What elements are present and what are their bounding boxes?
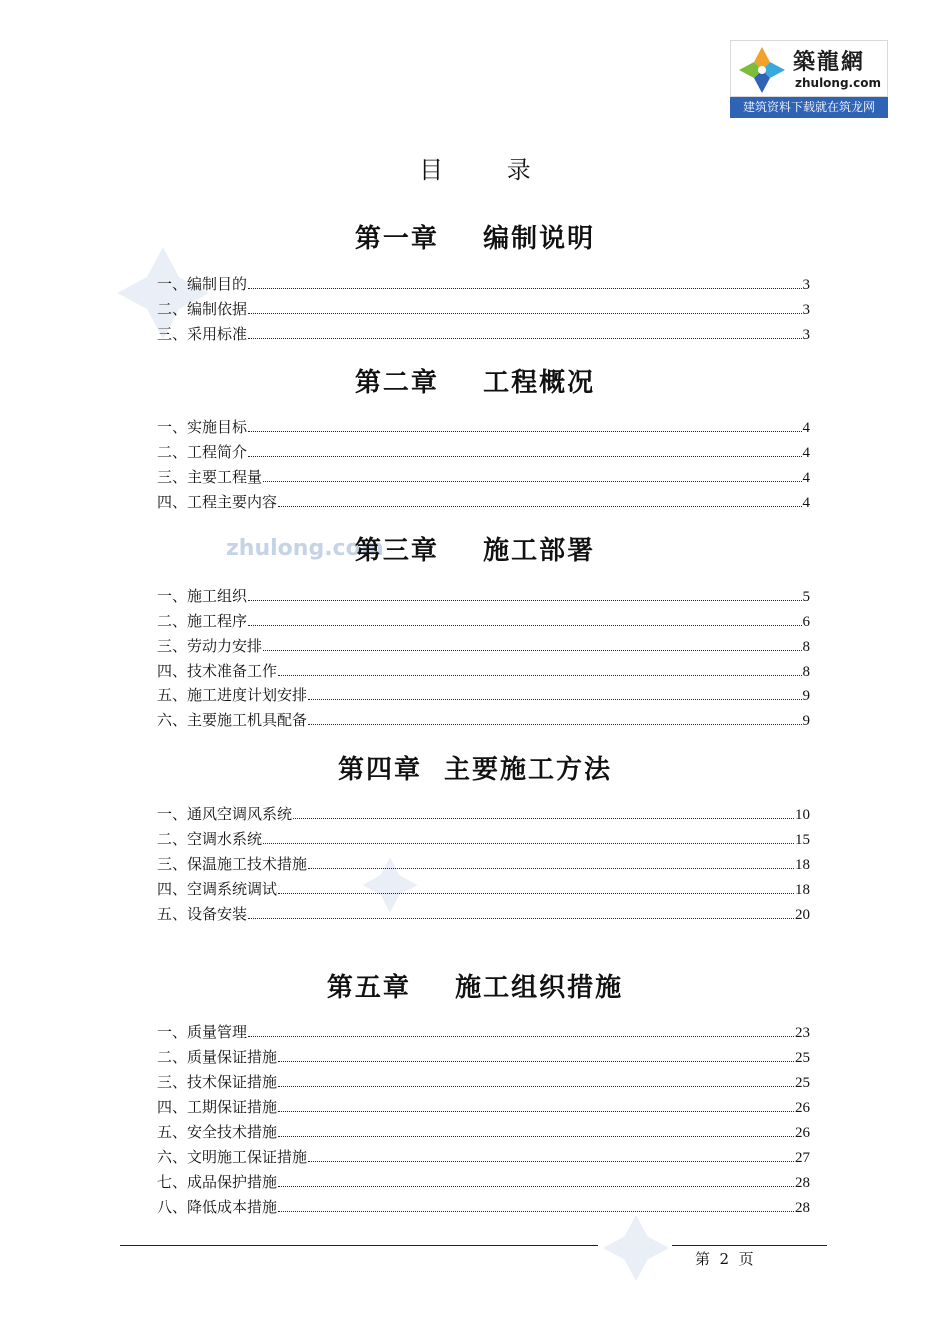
zhulong-logo — [730, 40, 888, 118]
toc-entry-page: 26 — [795, 1100, 810, 1116]
toc-entry-label: 二、工程简介 — [157, 443, 248, 461]
toc-entry-label: 一、质量管理 — [157, 1023, 248, 1041]
toc-entry-label: 一、通风空调风系统 — [157, 805, 293, 823]
page-number: 第 2 页 — [695, 1250, 754, 1268]
toc-leader-dots — [278, 1085, 794, 1087]
chapter-heading: 第一章 编制说明 — [354, 224, 596, 254]
toc-entry-label: 四、工期保证措施 — [157, 1098, 278, 1116]
toc-entry-label: 四、工程主要内容 — [157, 493, 278, 511]
toc-entry-label: 一、实施目标 — [157, 418, 248, 436]
toc-entry[interactable] — [157, 903, 810, 925]
toc-entry[interactable] — [157, 828, 810, 850]
watermark-text: zhulong.com — [226, 536, 384, 561]
toc-entry-page: 4 — [802, 470, 810, 486]
toc-entry[interactable] — [157, 878, 810, 900]
logo-panel — [730, 40, 888, 97]
toc-leader-dots — [263, 649, 801, 651]
toc-entry-label: 七、成品保护措施 — [157, 1173, 278, 1191]
toc-entry-page: 28 — [795, 1200, 810, 1216]
toc-entry[interactable] — [157, 441, 810, 463]
toc-entry[interactable] — [157, 298, 810, 320]
toc-entry-page: 9 — [802, 713, 810, 729]
toc-entry-page: 10 — [795, 807, 810, 823]
toc-entry-label: 二、编制依据 — [157, 300, 248, 318]
toc-entry-page: 18 — [795, 857, 810, 873]
toc-entry-label: 三、劳动力安排 — [157, 637, 263, 655]
toc-entry[interactable] — [157, 1121, 810, 1143]
toc-leader-dots — [248, 287, 801, 289]
toc-entry[interactable] — [157, 1071, 810, 1093]
toc-entry-page: 4 — [802, 495, 810, 511]
toc-entry[interactable] — [157, 466, 810, 488]
chapter-heading: 第二章 工程概况 — [354, 368, 596, 398]
toc-entry-page: 8 — [802, 639, 810, 655]
toc-entry-page: 3 — [802, 277, 810, 293]
toc-leader-dots — [248, 337, 801, 339]
toc-entry-label: 二、空调水系统 — [157, 830, 263, 848]
toc-entry-label: 一、施工组织 — [157, 587, 248, 605]
chapter-heading: 第五章 施工组织措施 — [326, 973, 624, 1003]
toc-entry-page: 3 — [802, 327, 810, 343]
toc-entry-label: 二、质量保证措施 — [157, 1048, 278, 1066]
toc-entry[interactable] — [157, 803, 810, 825]
toc-entry-label: 四、技术准备工作 — [157, 662, 278, 680]
toc-title: 目 录 — [419, 156, 559, 184]
toc-entry[interactable] — [157, 660, 810, 682]
toc-entry[interactable] — [157, 635, 810, 657]
toc-entry[interactable] — [157, 1196, 810, 1218]
toc-leader-dots — [278, 505, 801, 507]
toc-entry-page: 4 — [802, 445, 810, 461]
toc-entry[interactable] — [157, 610, 810, 632]
toc-entry-label: 四、空调系统调试 — [157, 880, 278, 898]
toc-entry[interactable] — [157, 709, 810, 731]
toc-entry-page: 25 — [795, 1050, 810, 1066]
toc-leader-dots — [278, 1110, 794, 1112]
toc-leader-dots — [278, 892, 794, 894]
watermark-logo-icon — [600, 1212, 672, 1284]
toc-entry-label: 一、编制目的 — [157, 275, 248, 293]
logo-tagline: 建筑资料下载就在筑龙网 — [730, 97, 888, 118]
toc-leader-dots — [248, 430, 801, 432]
toc-entry[interactable] — [157, 1046, 810, 1068]
toc-entry-page: 28 — [795, 1175, 810, 1191]
toc-leader-dots — [308, 698, 801, 700]
toc-entry-page: 26 — [795, 1125, 810, 1141]
toc-leader-dots — [278, 1135, 794, 1137]
toc-entry-label: 八、降低成本措施 — [157, 1198, 278, 1216]
chapter-heading: 第三章 施工部署 — [354, 536, 596, 566]
toc-entry[interactable] — [157, 684, 810, 706]
toc-leader-dots — [308, 723, 801, 725]
toc-leader-dots — [308, 1160, 794, 1162]
chapter-heading: 第四章 主要施工方法 — [337, 755, 613, 785]
toc-leader-dots — [278, 1210, 794, 1212]
toc-entry-page: 20 — [795, 907, 810, 923]
toc-entry-page: 6 — [802, 614, 810, 630]
toc-entry-page: 3 — [802, 302, 810, 318]
toc-leader-dots — [248, 455, 801, 457]
toc-entry-label: 六、文明施工保证措施 — [157, 1148, 308, 1166]
toc-entry-label: 三、技术保证措施 — [157, 1073, 278, 1091]
logo-mark-icon — [737, 45, 787, 95]
toc-entry-page: 15 — [795, 832, 810, 848]
toc-entry-label: 三、主要工程量 — [157, 468, 263, 486]
toc-entry-page: 25 — [795, 1075, 810, 1091]
toc-entry[interactable] — [157, 1146, 810, 1168]
toc-entry[interactable] — [157, 585, 810, 607]
footer-divider — [672, 1245, 827, 1246]
toc-entry-page: 4 — [802, 420, 810, 436]
toc-entry[interactable] — [157, 1096, 810, 1118]
toc-leader-dots — [248, 599, 801, 601]
toc-entry[interactable] — [157, 853, 810, 875]
toc-entry-label: 五、施工进度计划安排 — [157, 686, 308, 704]
toc-entry-page: 18 — [795, 882, 810, 898]
toc-entry-page: 8 — [802, 664, 810, 680]
logo-domain: zhulong.com — [795, 76, 881, 90]
toc-entry[interactable] — [157, 1171, 810, 1193]
toc-entry[interactable] — [157, 1021, 810, 1043]
toc-entry-label: 二、施工程序 — [157, 612, 248, 630]
toc-leader-dots — [308, 867, 794, 869]
toc-entry[interactable] — [157, 491, 810, 513]
toc-entry-label: 三、保温施工技术措施 — [157, 855, 308, 873]
toc-entry-label: 六、主要施工机具配备 — [157, 711, 308, 729]
logo-chinese-name: 築龍網 — [793, 49, 866, 75]
toc-leader-dots — [248, 1035, 794, 1037]
toc-entry-label: 五、安全技术措施 — [157, 1123, 278, 1141]
toc-leader-dots — [278, 1060, 794, 1062]
toc-entry[interactable] — [157, 323, 810, 345]
toc-leader-dots — [293, 817, 794, 819]
toc-leader-dots — [278, 1185, 794, 1187]
toc-entry-page: 9 — [802, 688, 810, 704]
toc-leader-dots — [248, 917, 794, 919]
toc-entry-label: 三、采用标准 — [157, 325, 248, 343]
toc-entry-page: 23 — [795, 1025, 810, 1041]
toc-entry-label: 五、设备安装 — [157, 905, 248, 923]
toc-leader-dots — [263, 842, 794, 844]
footer-divider — [120, 1245, 598, 1246]
toc-leader-dots — [278, 674, 801, 676]
toc-entry-page: 27 — [795, 1150, 810, 1166]
toc-entry[interactable] — [157, 416, 810, 438]
toc-leader-dots — [248, 312, 801, 314]
toc-leader-dots — [263, 480, 801, 482]
toc-entry[interactable] — [157, 273, 810, 295]
toc-entry-page: 5 — [802, 589, 810, 605]
toc-leader-dots — [248, 624, 801, 626]
